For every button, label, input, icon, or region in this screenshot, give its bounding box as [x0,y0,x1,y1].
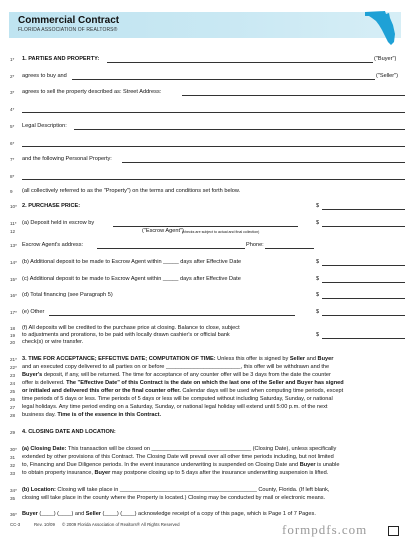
line-number: 36* [10,512,17,517]
line-text: to, Financing and Due Diligence periods. In the event insurance underwriting is suspended on Closing Date and [22,462,300,468]
line-text: Calendar days will be used when computing time periods, except [180,388,344,394]
buyer-initials-fields[interactable]: (____) (____) and [37,511,86,517]
dollar-sign: $ [316,276,320,282]
street-address-field[interactable] [182,95,405,96]
line-text: Legal Description: [22,123,67,129]
escrow-phone-field[interactable] [265,248,314,249]
dollar-sign: $ [316,292,320,298]
personal-property-field[interactable] [122,162,405,163]
line-number: 35 [10,496,16,501]
section-heading: 4. CLOSING DATE AND LOCATION: [22,429,116,435]
other-amount-field[interactable] [322,315,405,316]
line-text: agrees to sell the property described as: Street Address: [22,89,162,95]
line-number: 13* [10,243,17,248]
total-financing-field[interactable] [322,298,405,299]
escrow-address-field[interactable] [97,248,245,249]
association-name: FLORIDA ASSOCIATION OF REALTORS® [18,27,118,33]
line-number: 18 [10,326,16,331]
closing-location-text[interactable]: Closing will take place in ____________________________________________ County, Florida. (If left blank, [55,487,330,493]
line-number: 1* [10,57,15,62]
dollar-sign: $ [316,203,320,209]
line-number: 17* [10,310,17,315]
line-number: 25 [10,389,16,394]
buyer-term: Buyer [299,462,316,468]
section-heading: 3. TIME FOR ACCEPTANCE; EFFECTIVE DATE; COMPUTATION OF TIME: [22,356,216,362]
other-description-field[interactable] [49,315,295,316]
buyer-term: Buyer [94,470,111,476]
buyer-term: Buyer [22,511,38,517]
line-number: 9 [10,189,13,194]
line-text: offer is delivered. [22,380,67,386]
line-number: 28 [10,413,16,418]
seller-name-field[interactable] [72,79,375,80]
seller-initials-fields[interactable]: (____) (____) acknowledge receipt of a copy of this page, which is Page 1 of 7 Pages. [101,511,316,517]
legal-description-field[interactable] [74,129,405,130]
line-text: to obtain property insurance, [22,470,95,476]
copyright-notice: © 2009 Florida Association of Realtors® [62,522,140,527]
line-text: closing will take place in the county where the Property is located.) Closing may be conducted by mail or electronic means. [22,495,326,501]
collection-note: (checks are subject to actual and final collection) [182,230,260,234]
line-text: extended by other provisions of this Contract. The Closing Date will prevail over all other time periods including, but not limited [22,454,334,460]
line-text: Unless this offer is signed by [215,356,290,362]
line-text: check(s) or wire transfer. [22,339,84,345]
address-continued-field[interactable] [22,112,405,113]
dollar-sign: $ [316,259,320,265]
line-number: 19 [10,333,16,338]
buyer-term: Buyer's [22,372,43,378]
line-number: 14* [10,260,17,265]
dollar-sign: $ [316,220,320,226]
line-text: and the following Personal Property: [22,156,112,162]
line-number: 4* [10,107,15,112]
line-number: 15* [10,277,17,282]
equal-housing-icon [388,526,399,536]
line-text: is unable [315,462,340,468]
effective-date-definition: The "Effective Date" of this Contract is the date on which the last one of the Seller and Buyer has signed [66,380,344,386]
form-number: CC-3 [10,522,21,527]
seller-term: Seller [289,356,306,362]
seller-label: ("Seller") [376,73,398,79]
page-title: Commercial Contract [18,15,120,26]
line-number: 8* [10,174,15,179]
watermark: formpdfs.com [282,522,368,537]
phone-label: Phone: [246,242,264,248]
line-number: 23 [10,373,16,378]
section-heading: 1. PARTIES AND PROPERTY: [22,56,100,62]
additional-deposit-c-field[interactable] [322,282,405,283]
purchase-price-field[interactable] [322,209,405,210]
line-text: (e) Other [22,309,45,315]
line-number: 5* [10,124,15,129]
line-text: business day. [22,412,58,418]
time-essence-statement: Time is of the essence in this Contract. [57,412,162,418]
escrow-holder-field[interactable] [113,226,298,227]
additional-deposit-b-field[interactable] [322,265,405,266]
line-number: 3* [10,90,15,95]
line-text: may postpone closing up to 5 days after the insurance underwriting suspension is lifted. [110,470,329,476]
line-text: and [305,356,318,362]
line-number: 16* [10,293,17,298]
line-number: 30* [10,447,17,452]
line-number: 10* [10,204,17,209]
line-number: 31 [10,455,16,460]
line-number: 27 [10,405,16,410]
line-number: 2* [10,74,15,79]
dollar-sign: $ [316,332,320,338]
line-text: deposit, if any, will be returned. The time for acceptance of any counter offer will be 3 days from the date the counter [42,372,331,378]
dollar-sign: $ [316,309,320,315]
line-number: 24 [10,381,16,386]
line-number: 11* [10,221,17,226]
line-text: (d) Total financing (see Paragraph 5) [22,292,113,298]
balance-to-close-field[interactable] [322,338,405,339]
personal-property-continued-field[interactable] [22,179,405,180]
deposit-amount-field[interactable] [322,226,405,227]
line-number: 22* [10,365,17,370]
line-number: 32 [10,463,16,468]
header-banner [9,12,401,38]
line-text: (f) All deposits will be credited to the purchase price at closing. Balance to close, subject [22,325,240,331]
acceptance-deadline-text[interactable]: and an executed copy delivered to all parties on or before ________________________, this offer will be withdrawn and the [22,364,330,370]
buyer-label: ("Buyer") [374,56,397,62]
line-text: (a) Deposit held in escrow by [22,220,95,226]
escrow-agent-label: ("Escrow Agent") [142,228,184,234]
rights-reserved: All Rights Reserved [141,522,180,527]
line-number: 34* [10,488,17,493]
line-text: Escrow Agent's address: [22,242,84,248]
line-text: (b) Additional deposit to be made to Escrow Agent within _____ days after Effective Date [22,259,242,265]
line-number: 20 [10,340,16,345]
line-number: 29 [10,430,16,435]
legal-description-continued-field[interactable] [22,146,405,147]
line-text: legal holidays. Any time period ending on a Saturday, Sunday, or national legal holiday will extend until 5:00 p.m. of the next [22,404,328,410]
closing-date-text[interactable]: This transaction will be closed on ________________________________ (Closing Date), unless specifically [66,446,337,452]
line-text: (c) Additional deposit to be made to Escrow Agent within _____ days after Effective Date [22,276,241,282]
line-number: 26 [10,397,16,402]
florida-map-icon [363,8,397,48]
line-number: 21* [10,357,17,362]
line-number: 33 [10,471,16,476]
buyer-name-field[interactable] [107,62,373,63]
revision-date: Rev. 10/09 [34,522,55,527]
line-text: time periods of 5 days or less. Time periods of 5 days or less will be computed without including Saturday, Sunday, or national [22,396,333,402]
line-text: agrees to buy and [22,73,67,79]
line-text: (all collectively referred to as the "Property") on the terms and conditions set forth below. [22,188,241,194]
location-label: (b) Location: [22,487,56,493]
section-heading: 2. PURCHASE PRICE: [22,203,81,209]
line-number: 7* [10,157,15,162]
effective-date-definition: or initialed and delivered this offer or the final counter offer. [22,388,181,394]
seller-term: Seller [85,511,101,517]
line-text: to adjustments and prorations, to be paid with locally drawn cashier's or official bank [22,332,230,338]
closing-date-label: (a) Closing Date: [22,446,67,452]
line-number: 6* [10,141,15,146]
line-number: 12 [10,229,16,234]
buyer-term: Buyer [317,356,334,362]
